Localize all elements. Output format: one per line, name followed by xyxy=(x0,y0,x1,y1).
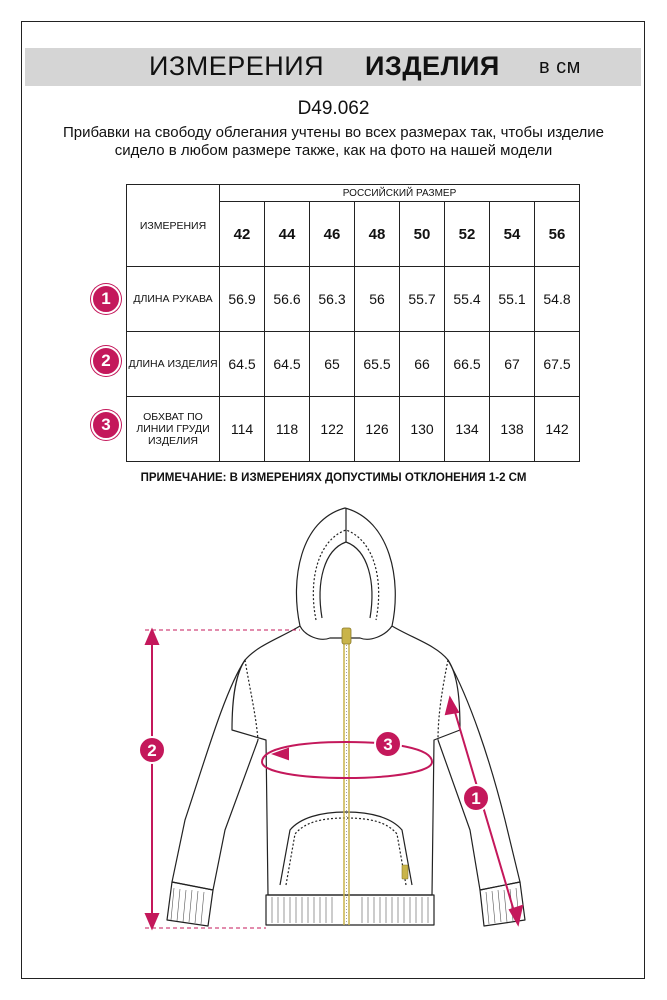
table-cell: 56.9 xyxy=(220,267,265,332)
table-cell: 56.3 xyxy=(310,267,355,332)
title-unit: в см xyxy=(539,56,581,78)
size-header: 52 xyxy=(445,202,490,267)
size-header: 54 xyxy=(490,202,535,267)
table-cell: 55.1 xyxy=(490,267,535,332)
table-cell: 118 xyxy=(265,397,310,462)
table-cell: 65 xyxy=(310,332,355,397)
table-cell: 122 xyxy=(310,397,355,462)
size-header: 48 xyxy=(355,202,400,267)
product-code: D49.062 xyxy=(297,98,370,119)
table-cell: 55.7 xyxy=(400,267,445,332)
row-number-badge: 3 xyxy=(91,410,121,440)
table-cell: 56.6 xyxy=(265,267,310,332)
chest-ellipse xyxy=(262,742,432,778)
marker-label: 2 xyxy=(147,741,157,760)
table-cell: 138 xyxy=(490,397,535,462)
marker-label: 3 xyxy=(383,735,393,754)
body-outline xyxy=(232,626,460,895)
table-cell: 56 xyxy=(355,267,400,332)
table-cell: 67.5 xyxy=(535,332,580,397)
size-table xyxy=(126,184,580,462)
hoodie-diagram xyxy=(0,500,667,940)
size-header: 56 xyxy=(535,202,580,267)
row-number-badge: 2 xyxy=(91,346,121,376)
row-label: ОБХВАТ ПО ЛИНИИ ГРУДИ ИЗДЕЛИЯ xyxy=(127,397,220,462)
table-row-sleeve-length xyxy=(127,267,580,332)
table-cell: 65.5 xyxy=(355,332,400,397)
size-header: 50 xyxy=(400,202,445,267)
arrow-head xyxy=(146,630,158,644)
sleeve-line xyxy=(452,702,516,918)
table-cell: 134 xyxy=(445,397,490,462)
table-cell: 66.5 xyxy=(445,332,490,397)
brand-tag xyxy=(402,865,408,879)
title-banner xyxy=(25,48,641,86)
table-cell: 67 xyxy=(490,332,535,397)
table-group-header: РОССИЙСКИЙ РАЗМЕР xyxy=(220,185,580,202)
marker-label: 1 xyxy=(471,789,481,808)
table-corner-label: ИЗМЕРЕНИЯ xyxy=(127,185,220,267)
table-cell: 54.8 xyxy=(535,267,580,332)
arrow-head xyxy=(146,914,158,928)
table-cell: 142 xyxy=(535,397,580,462)
table-cell: 55.4 xyxy=(445,267,490,332)
title-measurements: ИЗМЕРЕНИЯ xyxy=(149,51,325,81)
table-cell: 126 xyxy=(355,397,400,462)
table-cell: 66 xyxy=(400,332,445,397)
left-sleeve xyxy=(172,660,258,890)
hem-rib xyxy=(266,895,434,925)
kangaroo-pocket xyxy=(280,812,412,885)
fit-description: Прибавки на свободу облегания учтены во всех размерах так, чтобы изделие сидело в любом размере также, как на фото на нашей модели xyxy=(62,124,605,159)
table-cell: 114 xyxy=(220,397,265,462)
table-cell: 130 xyxy=(400,397,445,462)
arrow-head xyxy=(446,698,458,714)
right-sleeve xyxy=(438,660,520,890)
table-row-item-length xyxy=(127,332,580,397)
size-header: 46 xyxy=(310,202,355,267)
row-number-badge: 1 xyxy=(91,284,121,314)
tolerance-note: ПРИМЕЧАНИЕ: В ИЗМЕРЕНИЯХ ДОПУСТИМЫ ОТКЛОНЕНИЯ 1-2 СМ xyxy=(140,472,527,484)
size-header: 44 xyxy=(265,202,310,267)
title-item: ИЗДЕЛИЯ xyxy=(365,51,500,81)
table-cell: 64.5 xyxy=(265,332,310,397)
row-label: ДЛИНА ИЗДЕЛИЯ xyxy=(127,332,220,397)
table-row-chest-girth xyxy=(127,397,580,462)
size-header: 42 xyxy=(220,202,265,267)
zipper-pull xyxy=(342,628,351,644)
table-cell: 64.5 xyxy=(220,332,265,397)
row-label: ДЛИНА РУКАВА xyxy=(127,267,220,332)
